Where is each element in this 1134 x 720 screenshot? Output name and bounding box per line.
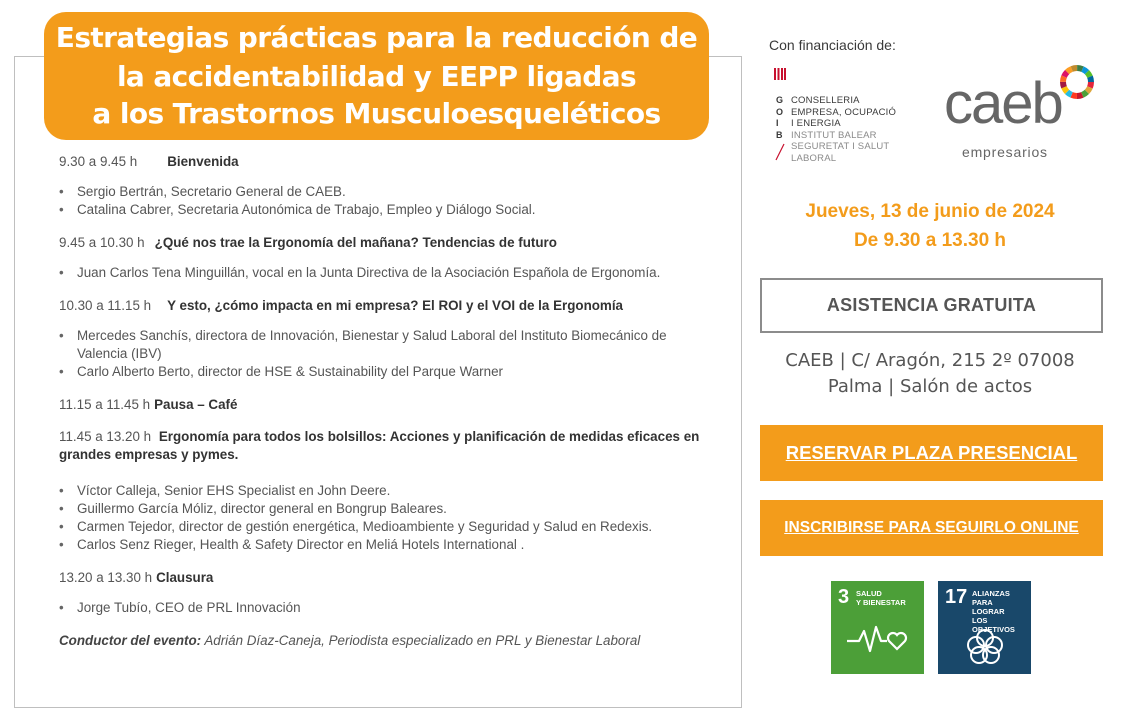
speaker-list xyxy=(59,327,719,381)
goib-line: LABORAL xyxy=(791,152,837,164)
agenda-slot-break xyxy=(59,397,719,412)
speaker-item: • Guillermo García Móliz, director general en Bongrup Baleares. xyxy=(59,500,719,518)
sdg-label-line: LOGRAR xyxy=(972,607,1005,616)
sdg-label-line: Y BIENESTAR xyxy=(856,598,906,607)
event-conductor xyxy=(59,633,719,648)
agenda-slot-closing xyxy=(59,570,719,585)
funding-label: Con financiación de: xyxy=(769,37,896,53)
event-title-line-2: la accidentabilidad y EEPP ligadas xyxy=(116,60,637,93)
speaker-item: • Carlo Alberto Berto, director de HSE & Sustainability del Parque Warner xyxy=(59,363,719,381)
sdg-label-line: SALUD xyxy=(856,589,882,598)
sdg-3-tile xyxy=(831,581,924,674)
speaker-item: • Jorge Tubío, CEO de PRL Innovación xyxy=(59,599,719,617)
goib-line: I ENERGIA xyxy=(791,118,841,129)
speaker-item: • Mercedes Sanchís, directora de Innovación, Bienestar y Salud Laboral del Instituto Biomecánico de Valencia (IBV) xyxy=(59,327,719,363)
slot-title: Bienvenida xyxy=(167,154,239,169)
caeb-wordmark: caeb xyxy=(944,71,1062,136)
goib-letters: GOIB xyxy=(776,95,784,140)
venue-room: Palma | Salón de actos xyxy=(827,376,1033,397)
goib-logo xyxy=(774,68,904,164)
speaker-item: • Víctor Calleja, Senior EHS Specialist en John Deere. xyxy=(59,482,719,500)
slot-time: 9.30 a 9.45 h xyxy=(59,154,138,169)
heartbeat-icon xyxy=(845,621,911,655)
slot-title: Pausa – Café xyxy=(154,397,238,412)
agenda-slot-welcome xyxy=(59,154,719,169)
slot-title: Ergonomía para todos los bolsillos: Acciones y planificación de medidas eficaces en grandes empresas y pymes. xyxy=(59,429,700,462)
agenda xyxy=(59,154,719,648)
slot-time: 10.30 a 11.15 h xyxy=(59,298,152,313)
speaker-item: • Carlos Senz Rieger, Health & Safety Director en Meliá Hotels International . xyxy=(59,536,719,554)
flower-rings-icon xyxy=(963,625,1007,669)
speaker-list xyxy=(59,482,719,554)
sdg-label xyxy=(856,589,906,607)
reserve-in-person-button[interactable]: RESERVAR PLAZA PRESENCIAL xyxy=(760,425,1103,481)
sdg-label-line: ALIANZAS PARA xyxy=(972,589,1010,607)
speaker-list xyxy=(59,183,719,219)
sdg-number: 17 xyxy=(945,586,968,608)
goib-line: EMPRESA, OCUPACIÓ xyxy=(791,106,897,118)
slot-time: 11.15 a 11.45 h xyxy=(59,397,151,412)
conductor-name: Adrián Díaz-Caneja, Periodista especializado en PRL y Bienestar Laboral xyxy=(201,633,641,648)
speaker-list xyxy=(59,599,719,617)
speaker-item: • Sergio Bertrán, Secretario General de CAEB. xyxy=(59,183,719,201)
agenda-slot-trends xyxy=(59,235,719,250)
event-title-line-3: a los Trastornos Musculoesqueléticos xyxy=(92,97,661,130)
register-online-button[interactable]: INSCRIBIRSE PARA SEGUIRLO ONLINE xyxy=(760,500,1103,556)
event-hours: De 9.30 a 13.30 h xyxy=(853,230,1007,251)
goib-line: CONSELLERIA xyxy=(791,95,860,106)
sdg-number: 3 xyxy=(838,586,850,608)
slot-title: ¿Qué nos trae la Ergonomía del mañana? Tendencias de futuro xyxy=(154,235,557,250)
event-title-line-1: Estrategias prácticas para la reducción de xyxy=(55,21,698,54)
slot-title: Clausura xyxy=(156,570,214,585)
conductor-label: Conductor del evento: xyxy=(59,633,202,648)
goib-line: SEGURETAT I SALUT xyxy=(791,141,890,152)
goib-text xyxy=(791,95,896,164)
sdg-17-tile xyxy=(938,581,1031,674)
event-date: Jueves, 13 de junio de 2024 xyxy=(805,201,1055,222)
venue-address: CAEB | C/ Aragón, 215 2º 07008 xyxy=(785,350,1075,371)
agenda-slot-roi xyxy=(59,298,719,313)
caeb-subtitle: empresarios xyxy=(962,144,1048,160)
caeb-logo xyxy=(944,62,1104,162)
speaker-list xyxy=(59,264,719,282)
speaker-item: • Carmen Tejedor, director de gestión energética, Medioambiente y Seguridad y Salud en Redexis. xyxy=(59,518,719,536)
slot-time: 9.45 a 10.30 h xyxy=(59,235,145,250)
sdg-wheel-icon xyxy=(1059,64,1095,100)
slot-title: Y esto, ¿cómo impacta en mi empresa? El ROI y el VOI de la Ergonomía xyxy=(167,298,624,313)
speaker-item: • Juan Carlos Tena Minguillán, vocal en la Junta Directiva de la Asociación Española de Ergonomía. xyxy=(59,264,719,282)
free-attendance-badge: ASISTENCIA GRATUITA xyxy=(760,278,1103,333)
slot-time: 11.45 a 13.20 h xyxy=(59,429,152,444)
event-title-banner xyxy=(44,12,709,140)
goib-line: INSTITUT BALEAR xyxy=(791,129,877,141)
agenda-slot-actions xyxy=(59,428,719,464)
speaker-item: • Catalina Cabrer, Secretaria Autonómica de Trabajo, Empleo y Diálogo Social. xyxy=(59,201,719,219)
sdg-label-line: LOS OBJETIVOS xyxy=(972,616,1015,634)
slot-time: 13.20 a 13.30 h xyxy=(59,570,153,585)
